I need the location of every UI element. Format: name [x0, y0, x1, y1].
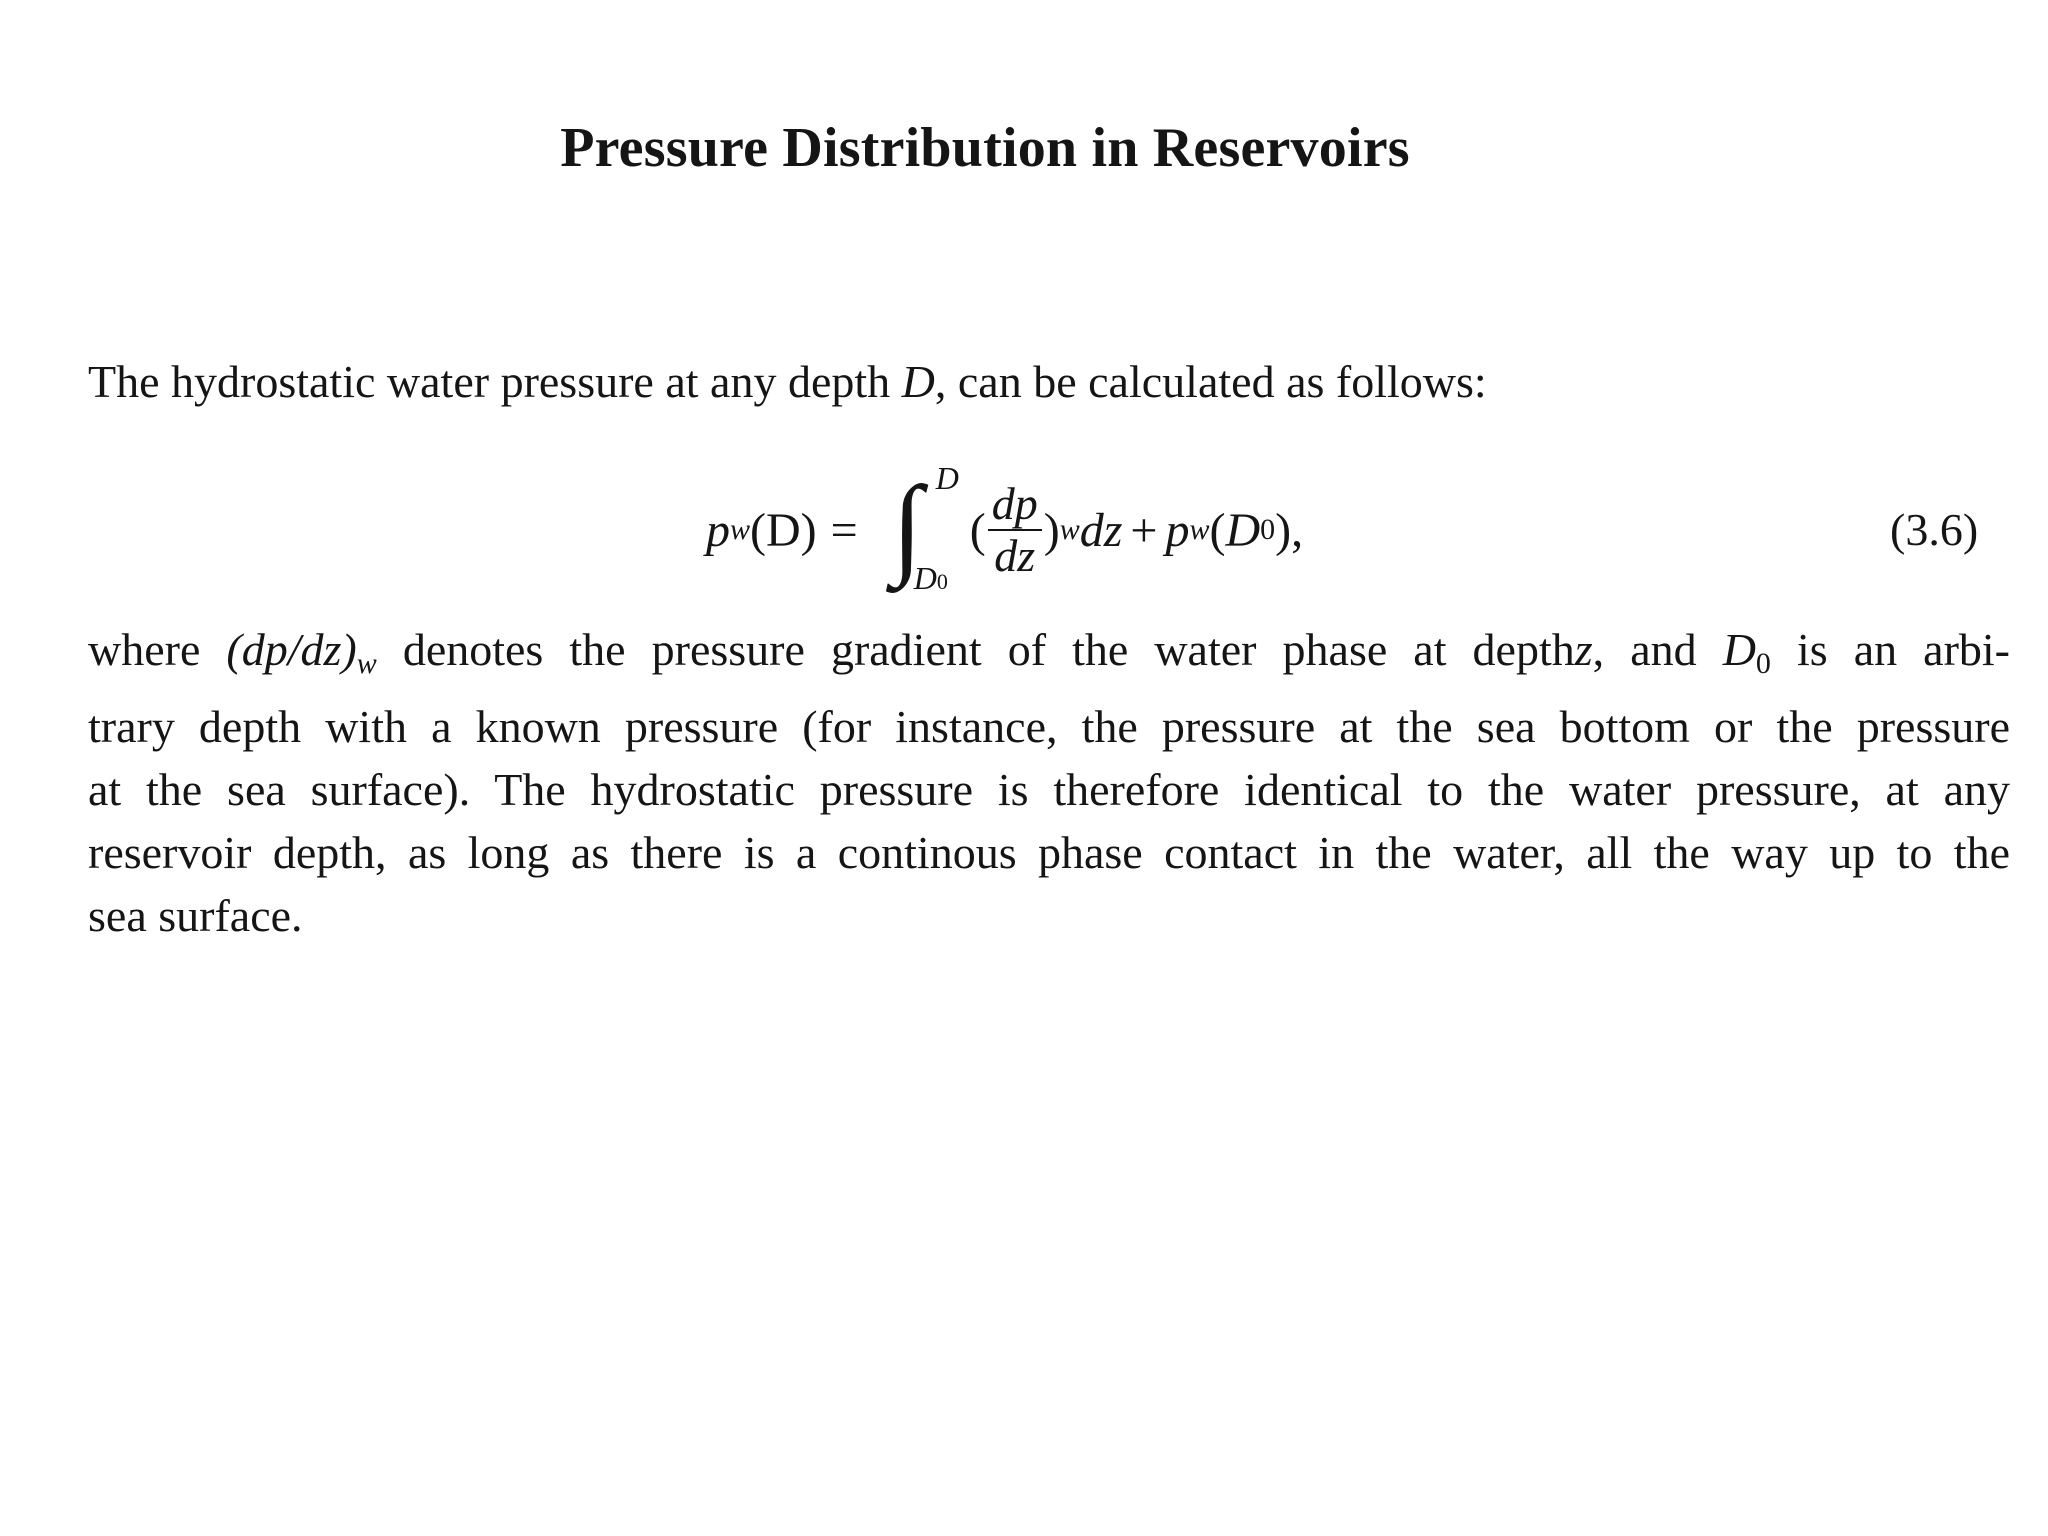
lhs-pressure: p — [706, 503, 730, 557]
equation-row — [0, 460, 2048, 600]
dz-term: dz — [1079, 503, 1123, 557]
lhs-argument: (D) — [750, 503, 817, 557]
fraction-denominator: dz — [994, 530, 1036, 581]
rhs-arg-sub: 0 — [1260, 513, 1276, 546]
hydrostatic-pressure-equation — [706, 460, 1303, 600]
l1-b: denotes the pressure gradient of the water phase at depth — [376, 624, 1575, 675]
rhs-arg-var: D — [1225, 503, 1261, 557]
lower-limit-sub: 0 — [936, 569, 948, 594]
intro-text-after: , can be calculated as follows: — [934, 356, 1487, 407]
rhs-pressure: p — [1165, 503, 1190, 557]
lhs-subscript: w — [730, 513, 751, 546]
close-paren: ) — [1043, 503, 1060, 557]
page-title: Pressure Distribution in Reservoirs — [560, 117, 1410, 179]
depth-symbol: D — [901, 356, 935, 407]
l1-a: where — [88, 624, 227, 675]
open-paren: ( — [969, 503, 986, 557]
l1-gradient: (dp/dz) — [226, 624, 357, 675]
l1-z: z — [1574, 624, 1593, 675]
integral-upper-limit: D — [935, 460, 959, 496]
l1-c: , and — [1592, 624, 1723, 675]
body-paragraph — [88, 618, 2010, 947]
lower-limit-var: D — [913, 560, 937, 596]
paragraph-line-3: at the sea surface). The hydrostatic pressure is therefore identical to the water pressure, at any — [88, 764, 2010, 815]
gradient-subscript: w — [1059, 513, 1080, 546]
integral-sign: ∫ — [891, 464, 923, 588]
paragraph-line-5: sea surface. — [88, 890, 303, 941]
plus-sign: + — [1130, 503, 1158, 557]
rhs-arg-close: ), — [1275, 503, 1304, 557]
gradient-fraction — [988, 479, 1042, 581]
fraction-numerator: dp — [991, 478, 1038, 529]
intro-text-before: The hydrostatic water pressure at any depth — [88, 356, 902, 407]
l1-gradient-sub: w — [356, 647, 377, 680]
integral — [888, 460, 966, 600]
l1-d: D — [1722, 624, 1756, 675]
rhs-arg-open: ( — [1209, 503, 1226, 557]
paragraph-line-2: trary depth with a known pressure (for instance, the pressure at the sea bottom or the pressure — [88, 701, 2010, 752]
integral-lower-limit — [914, 560, 948, 597]
rhs-subscript: w — [1189, 513, 1210, 546]
paragraph-line-4: reservoir depth, as long as there is a continous phase contact in the water, all the way up to the — [88, 827, 2010, 878]
l1-d-sub: 0 — [1755, 647, 1771, 680]
equals-sign: = — [830, 503, 858, 557]
l1-e: is an arbi- — [1770, 624, 2011, 675]
intro-sentence — [88, 352, 2008, 412]
paragraph-line-1 — [88, 618, 2010, 695]
equation-number: (3.6) — [1890, 504, 1979, 555]
